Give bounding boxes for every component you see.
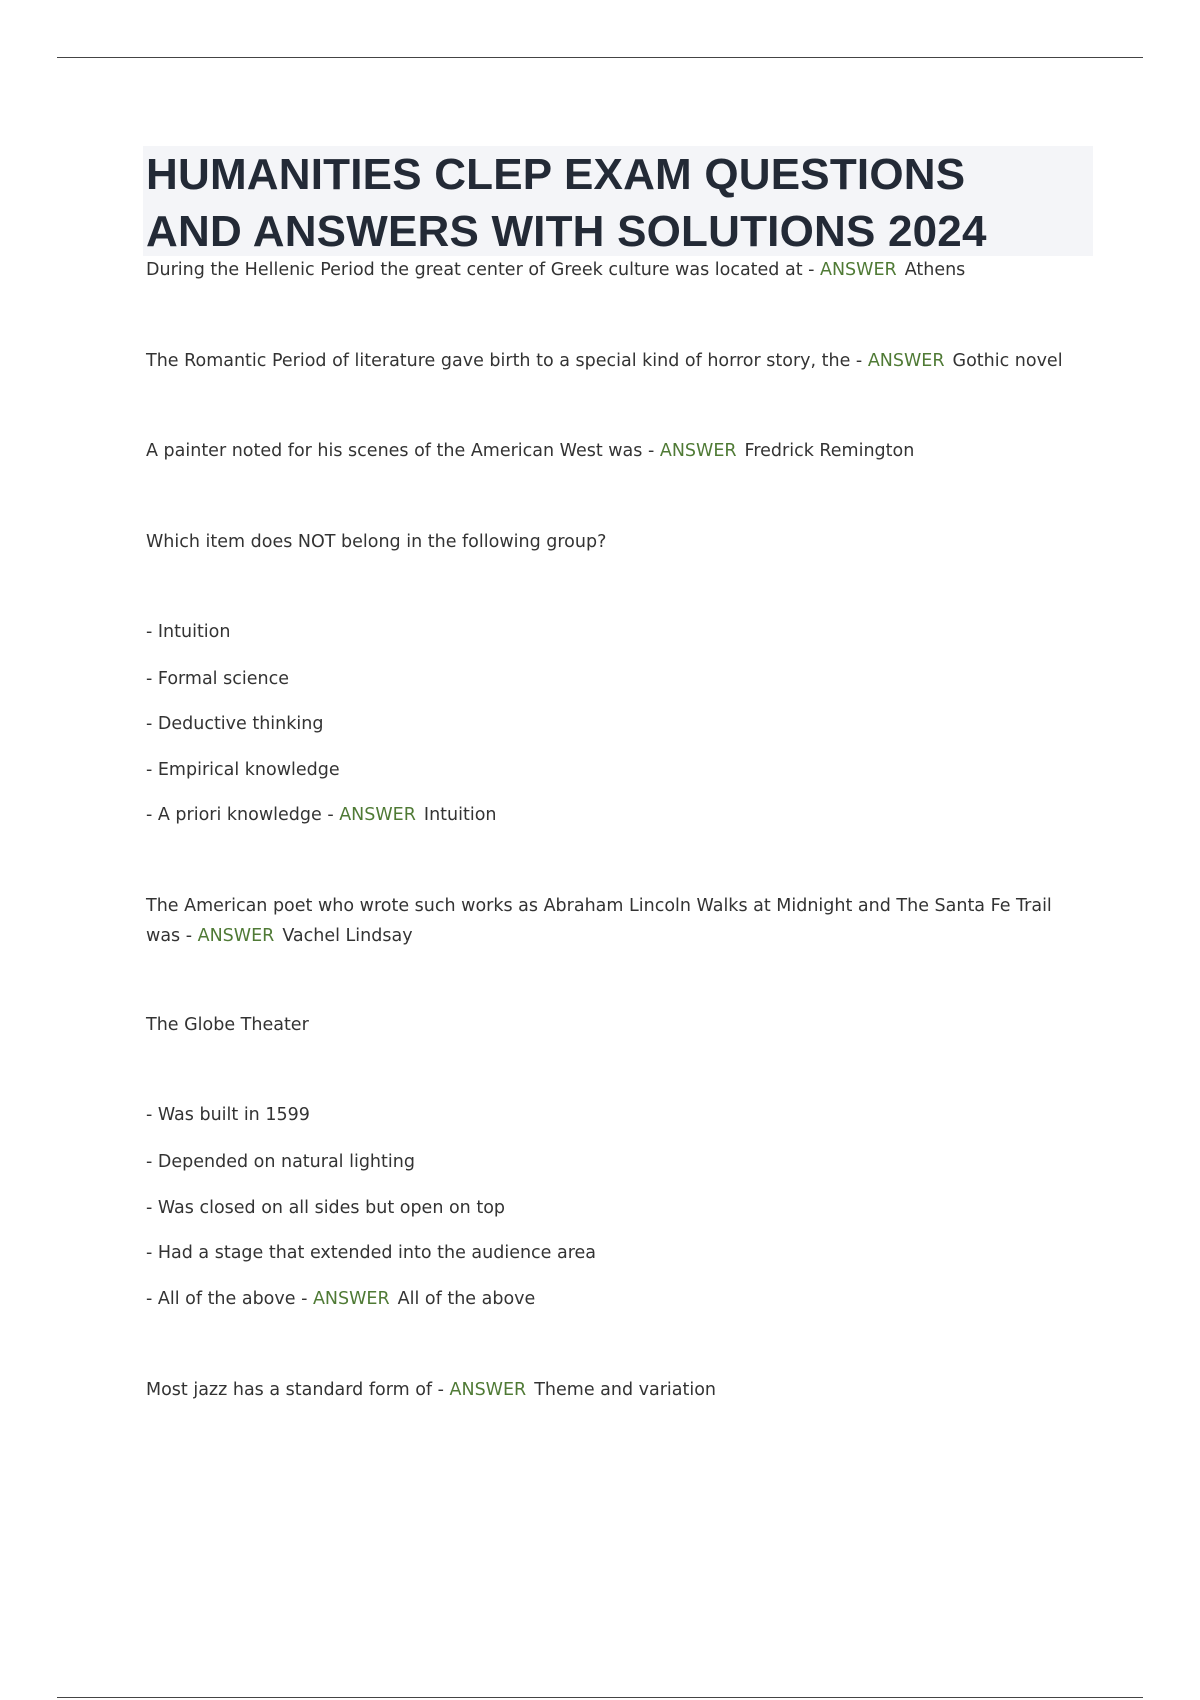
option-text: - All of the above - — [146, 1289, 313, 1309]
question-text-line-2: was - — [146, 926, 198, 946]
answer-text: All of the above — [397, 1289, 536, 1309]
top-rule — [57, 57, 1143, 58]
option-item: - Was built in 1599 — [146, 1105, 310, 1125]
question-text: During the Hellenic Period the great center of Greek culture was located at - — [146, 260, 820, 280]
question-text: A painter noted for his scenes of the American West was - — [146, 441, 660, 461]
option-item: - Had a stage that extended into the audience area — [146, 1243, 597, 1263]
option-item: - Depended on natural lighting — [146, 1152, 415, 1172]
answer-text: Vachel Lindsay — [282, 926, 413, 946]
answer-label: ANSWER — [312, 1289, 390, 1309]
answer-text: Gothic novel — [952, 351, 1063, 371]
answer-label: ANSWER — [820, 260, 897, 280]
answer-text: Athens — [904, 260, 966, 280]
document-title — [146, 146, 1096, 260]
question-text: The Romantic Period of literature gave birth to a special kind of horror story, the - — [146, 351, 868, 371]
option-item: - Intuition — [146, 622, 231, 642]
answer-label: ANSWER — [659, 441, 737, 461]
question-4-prompt: Which item does NOT belong in the following group? — [146, 532, 607, 552]
question-3 — [146, 436, 1096, 466]
question-7 — [146, 1375, 1096, 1405]
question-5 — [146, 891, 1096, 951]
answer-label: ANSWER — [449, 1380, 527, 1400]
answer-label: ANSWER — [867, 351, 945, 371]
question-2 — [146, 346, 1096, 376]
answer-text: Theme and variation — [534, 1380, 717, 1400]
option-item: - Formal science — [146, 669, 289, 689]
option-item: - Deductive thinking — [146, 714, 324, 734]
question-1 — [146, 255, 1096, 285]
option-item: - Empirical knowledge — [146, 760, 340, 780]
answer-label: ANSWER — [197, 926, 275, 946]
option-item-with-answer — [146, 800, 1096, 830]
title-line-1: HUMANITIES CLEP EXAM QUESTIONS — [146, 150, 966, 199]
option-text: - A priori knowledge - — [146, 805, 340, 825]
question-text: Most jazz has a standard form of - — [146, 1380, 450, 1400]
question-6-prompt: The Globe Theater — [146, 1015, 309, 1035]
bottom-rule — [57, 1697, 1143, 1698]
title-line-2: AND ANSWERS WITH SOLUTIONS 2024 — [146, 207, 987, 256]
option-item-with-answer — [146, 1284, 1096, 1314]
answer-label: ANSWER — [339, 805, 416, 825]
option-item: - Was closed on all sides but open on top — [146, 1198, 506, 1218]
answer-text: Fredrick Remington — [744, 441, 915, 461]
answer-text: Intuition — [423, 805, 497, 825]
question-text-line-1: The American poet who wrote such works as Abraham Lincoln Walks at Midnight and The Santa Fe Trail — [146, 896, 1052, 916]
